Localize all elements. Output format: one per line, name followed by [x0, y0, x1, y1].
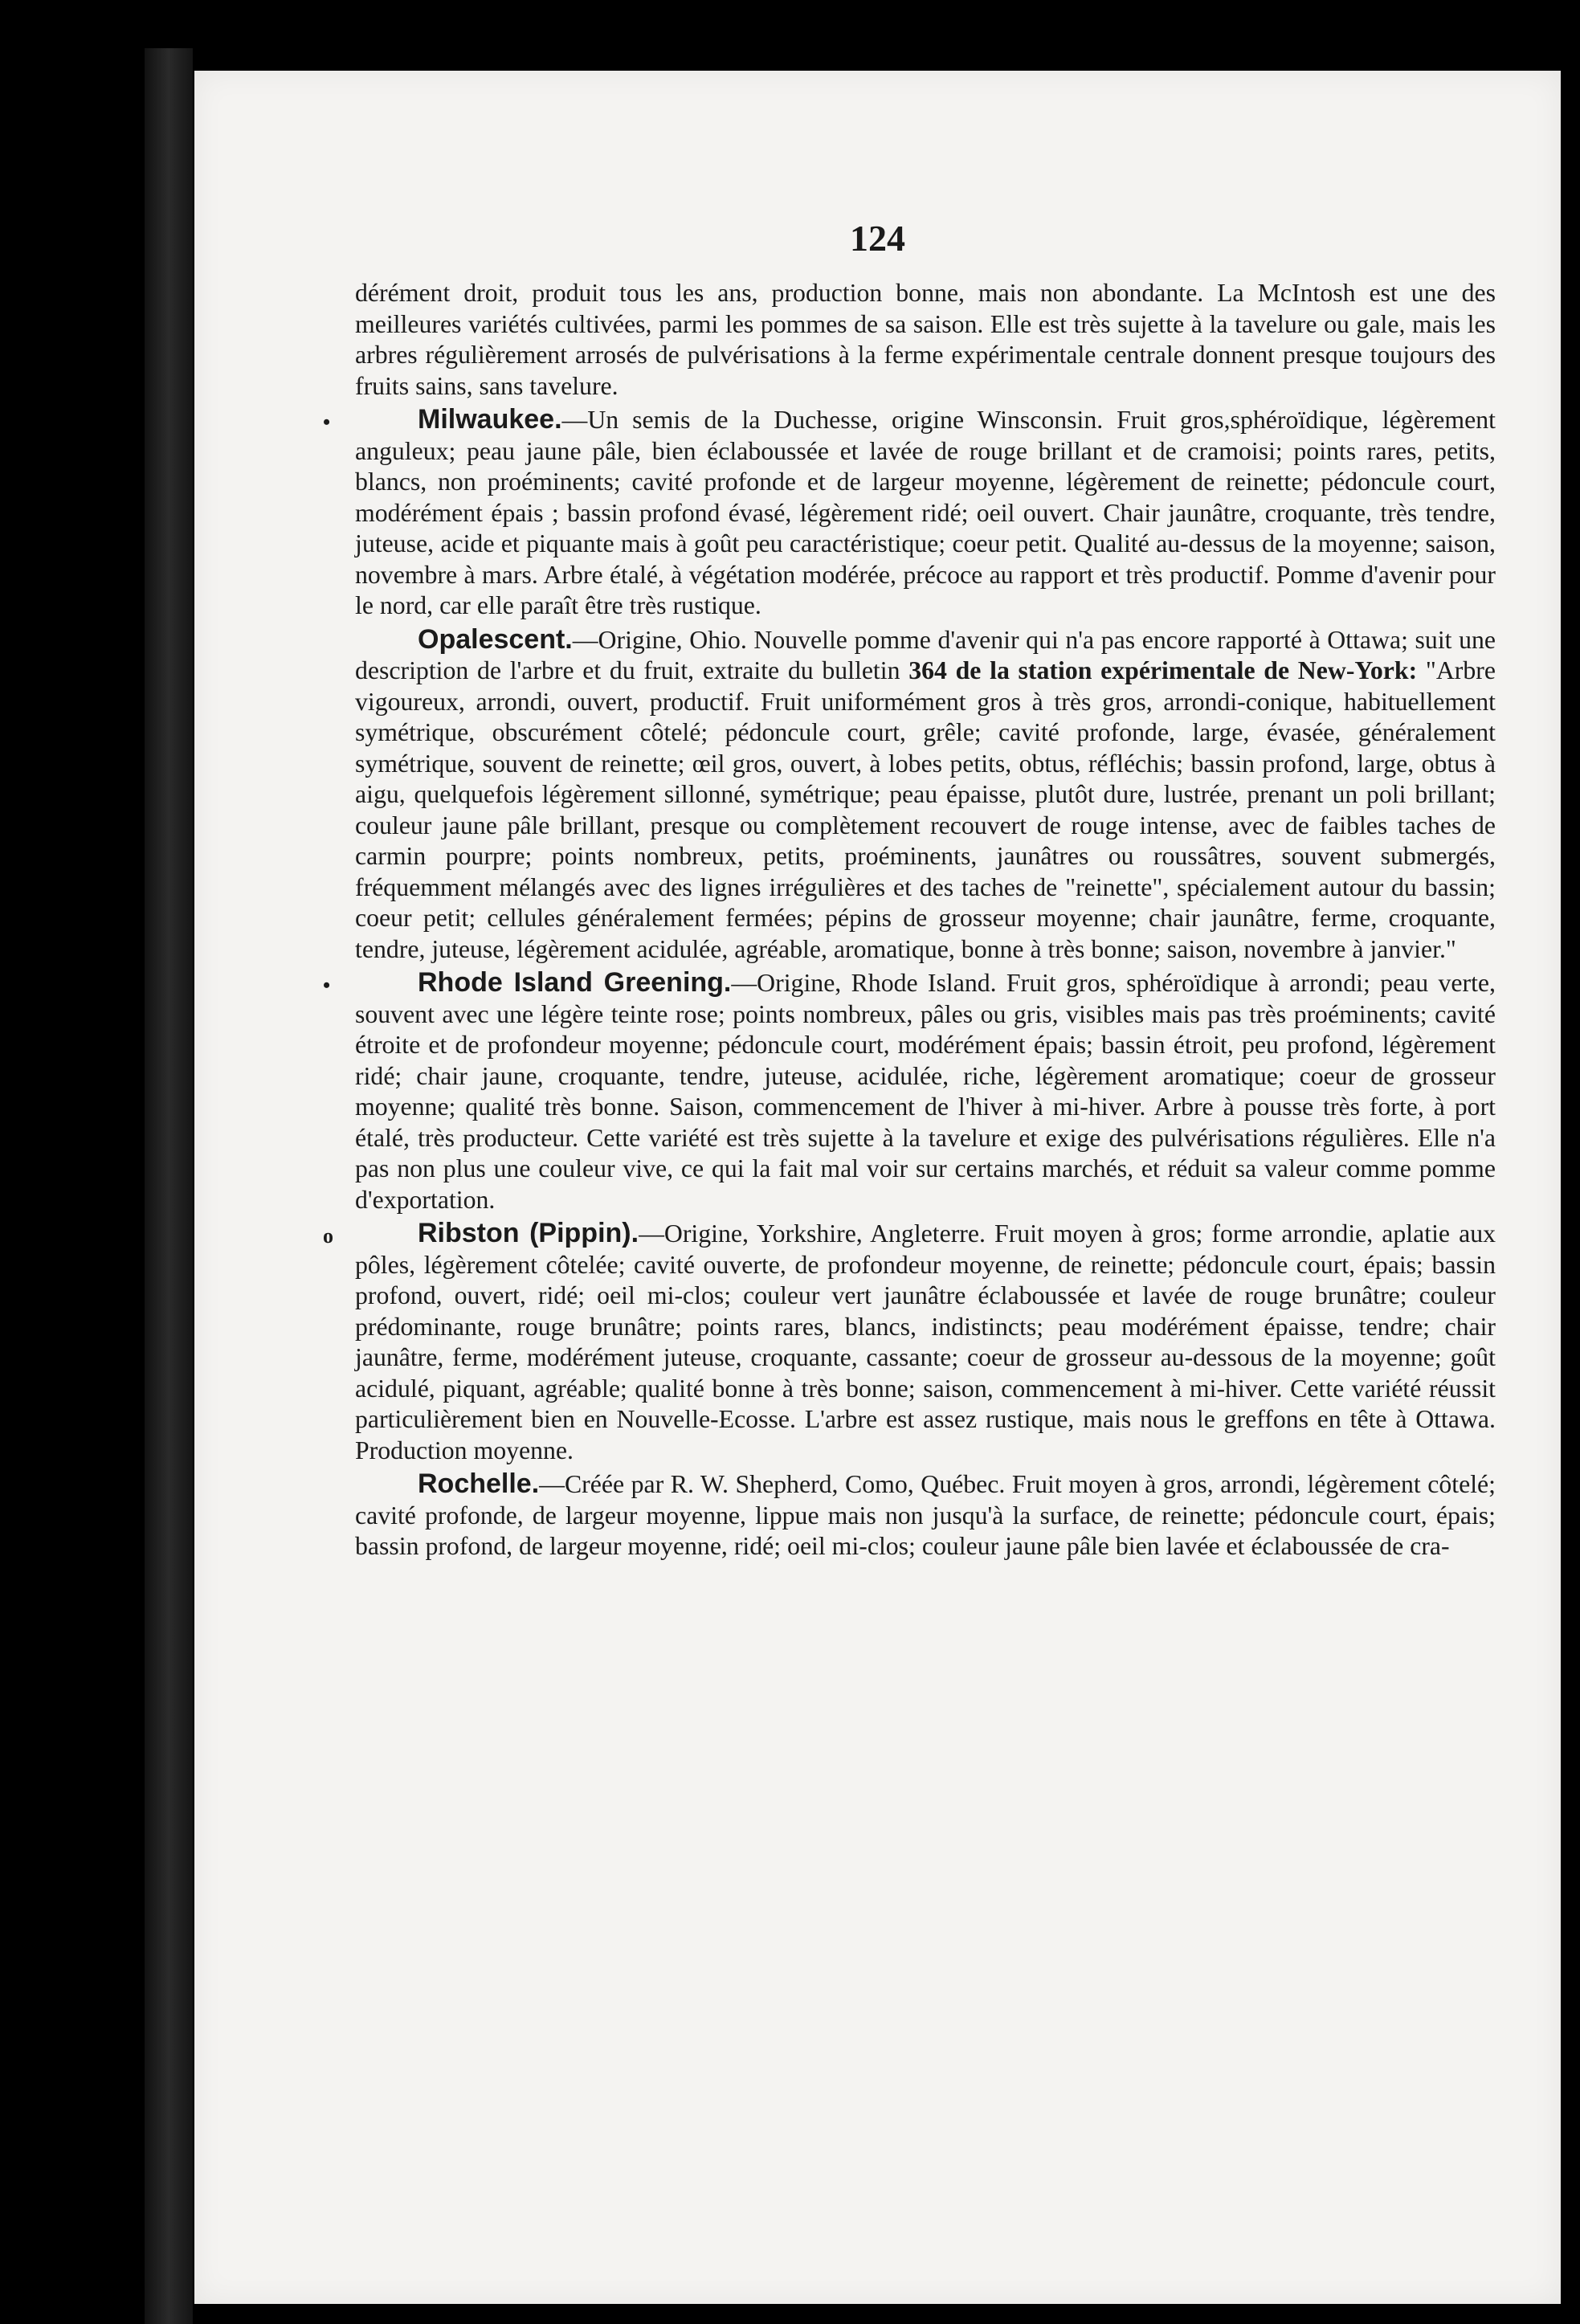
variety-heading: Rochelle.	[418, 1468, 540, 1499]
paragraph-rhode-island-greening	[323, 967, 1496, 1215]
variety-heading: Opalescent.	[418, 623, 573, 655]
page-number: 124	[850, 218, 905, 259]
text-run: —Origine, Yorkshire, Angleterre. Fruit moyen à gros; forme arrondie, aplatie aux pôles, légèrement côtelée; cavité ouverte, de profondeur moyenne, de reinette; pédoncule court, épais; bassin profond, ouvert, ridé; oeil mi-clos; couleur vert jaunâtre éclaboussée et lavée de rouge brunâtre; couleur prédominante, rouge brunâtre; points rares, blancs, indistincts; peau modérément épaisse, tendre; chair jaunâtre, ferme, modérément juteuse, croquante, cassante; coeur de grosseur au-dessous de la moyenne; goût acidulé, piquant, agréable; qualité bonne à très bonne; saison, commencement à mi-hiver. Cette variété réussit particulièrement bien en Nouvelle-Ecosse. L'arbre est assez rustique, mais nous le greffons en tête à Ottawa. Production moyenne.	[355, 1219, 1496, 1464]
paragraph-milwaukee	[323, 404, 1496, 622]
margin-bullet: •	[323, 974, 331, 997]
paragraph-opalescent	[355, 624, 1496, 966]
paragraph-ribston-pippin	[323, 1218, 1496, 1466]
text-run-bold: 364 de la station expérimentale de New-York:	[908, 656, 1418, 684]
page-body	[323, 278, 1496, 1562]
variety-heading: Rhode Island Greening.	[418, 967, 732, 998]
paragraph-rochelle	[355, 1468, 1496, 1562]
margin-bullet: •	[323, 410, 331, 434]
margin-bullet: o	[323, 1224, 333, 1248]
book-spine-shadow	[145, 48, 193, 2324]
scanned-page	[194, 71, 1561, 2304]
variety-heading: Ribston (Pippin).	[418, 1218, 639, 1248]
text-run: —Un semis de la Duchesse, origine Winsconsin. Fruit gros,sphéroïdique, légèrement anguleux; peau jaune pâle, bien éclaboussée et lavée de rouge brillant et de cramoisi; points rares, petits, blancs, non proéminents; cavité profonde et de largeur moyenne, légèrement de reinette; pédoncule court, modérément épais ; bassin profond évasé, légèrement ridé; oeil ouvert. Chair jaunâtre, croquante, très tendre, juteuse, acide et piquante mais à goût peu caractéristique; coeur petit. Qualité au-dessus de la moyenne; saison, novembre à mars. Arbre étalé, à végétation modérée, précoce au rapport et très productif. Pomme d'avenir pour le nord, car elle paraît être très rustique.	[355, 406, 1496, 619]
text-run: dérément droit, produit tous les ans, production bonne, mais non abondante. La McIntosh est une des meilleures variétés cultivées, parmi les pommes de sa saison. Elle est très sujette à la tavelure ou gale, mais les arbres régulièrement arrosés de pulvérisations à la ferme expérimentale centrale donnent presque toujours des fruits sains, sans tavelure.	[355, 279, 1496, 400]
text-run: —Origine, Ohio. Nouvelle pomme d'avenir qui n'a pas encore rapporté à Ottawa; suit une description de l'arbre et du fruit, extraite du bulletin	[355, 625, 1496, 684]
variety-heading: Milwaukee.	[418, 404, 562, 435]
text-run: "Arbre vigoureux, arrondi, ouvert, productif. Fruit uniformément gros à très gros, arrondi-conique, habituellement symétrique, obscurément côtelé; pédoncule court, grêle; cavité profonde, large, évasée, généralement symétrique, souvent de reinette; œil gros, ouvert, à lobes petits, obtus, réfléchis; bassin profond, large, obtus à aigu, quelquefois légèrement sillonné, symétrique; peau épaisse, plutôt dure, lustrée, prenant un poli brillant; couleur jaune pâle brillant, presque ou complètement recouvert de rouge intense, avec de faibles taches de carmin pourpre; points nombreux, petits, proéminents, jaunâtres ou roussâtres, souvent submergés, fréquemment mélangés avec des lignes irrégulières et des taches de "reinette", spécialement autour du bassin; coeur petit; cellules généralement fermées; pépins de grosseur moyenne; chair jaunâtre, ferme, croquante, tendre, juteuse, légèrement acidulée, agréable, aromatique, bonne à très bonne; saison, novembre à janvier."	[355, 656, 1496, 963]
text-run: —Origine, Rhode Island. Fruit gros, sphéroïdique à arrondi; peau verte, souvent avec une légère teinte rose; points nombreux, pâles ou gris, visibles mais pas très proéminents; cavité étroite et de profondeur moyenne; pédoncule court, modérément épais; bassin étroit, peu profond, légèrement ridé; chair jaune, croquante, tendre, juteuse, acidulée, riche, légèrement aromatique; coeur de grosseur moyenne; qualité très bonne. Saison, commencement de l'hiver à mi-hiver. Arbre à pousse très forte, à port étalé, très producteur. Cette variété est très sujette à la tavelure et exige des pulvérisations régulières. Elle n'a pas non plus une couleur vive, ce qui la fait mal voir sur certains marchés, et réduit sa valeur comme pomme d'exportation.	[355, 969, 1496, 1214]
text-run: —Créée par R. W. Shepherd, Como, Québec. Fruit moyen à gros, arrondi, légèrement côtelé; cavité profonde, de largeur moyenne, lippue mais non jusqu'à la surface, de reinette; pédoncule court, épais; bassin profond, de largeur moyenne, ridé; oeil mi-clos; couleur jaune pâle bien lavée et éclaboussée de cra-	[355, 1470, 1496, 1560]
paragraph-mcintosh-continued	[355, 278, 1496, 402]
